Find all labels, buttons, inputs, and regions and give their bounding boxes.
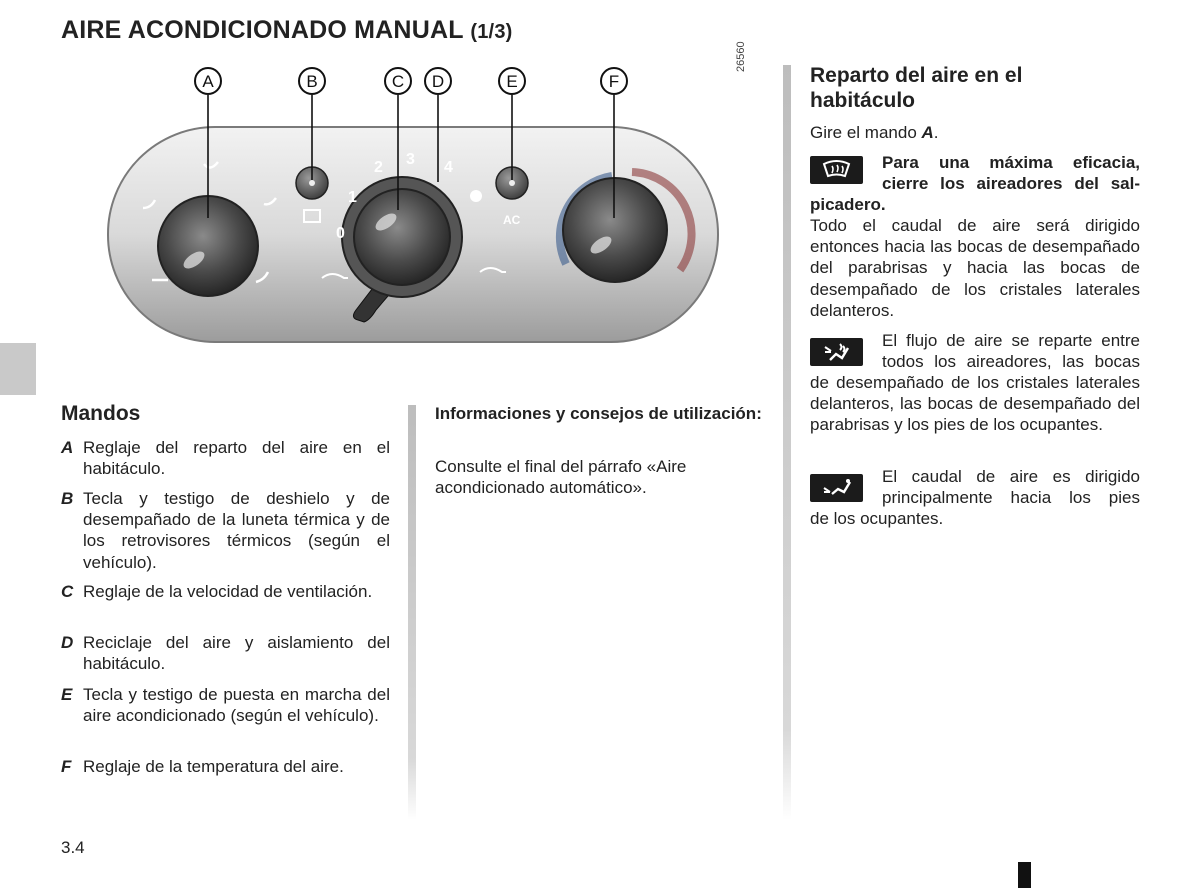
control-panel-diagram bbox=[60, 60, 760, 350]
section-divider bbox=[783, 65, 791, 820]
mode3-line2: principalmente hacia los pies bbox=[882, 488, 1140, 508]
title-suffix: (1/3) bbox=[470, 21, 513, 43]
mode2-text: de desempañado de los cristales laterales delanteros, las bocas de desempañado del parabrisas y los pies de los ocupantes. bbox=[810, 373, 1140, 435]
intro-key: A bbox=[921, 123, 934, 142]
control-key: F bbox=[61, 757, 72, 776]
svg-text:D: D bbox=[431, 72, 445, 91]
intro-suffix: . bbox=[933, 123, 939, 142]
mode3-first bbox=[882, 466, 1140, 508]
mode1-bold-line3: picadero. bbox=[810, 195, 886, 214]
distribution-heading bbox=[810, 63, 1140, 113]
svg-text:C: C bbox=[391, 72, 405, 91]
control-item-b bbox=[61, 488, 390, 573]
control-item-f bbox=[61, 756, 390, 777]
distribution-heading-line2: habitáculo bbox=[810, 89, 916, 112]
mode1-text: Todo el caudal de aire será dirigido entonces hacia las bocas de desempañado del parabrisas y hacia las bocas de desempañado de los cristales laterales delanteros. bbox=[810, 216, 1140, 320]
svg-text:F: F bbox=[608, 72, 620, 91]
control-key: C bbox=[61, 582, 74, 601]
mode1-bold-line2: cierre los aireadores del sal- bbox=[882, 174, 1140, 194]
svg-text:A: A bbox=[202, 72, 214, 91]
control-text: Tecla y testigo de puesta en marcha del aire acondicionado (según el vehículo). bbox=[83, 685, 390, 726]
fan-icon bbox=[470, 190, 482, 202]
mode1-bold-first bbox=[882, 152, 1140, 194]
page-title bbox=[61, 16, 513, 45]
callouts bbox=[195, 68, 627, 94]
info-heading: Informaciones y consejos de utilización: bbox=[435, 404, 762, 423]
mode1-bold-line1: Para una máxima eficacia, bbox=[882, 153, 1140, 172]
control-item-e bbox=[61, 684, 390, 726]
control-item-d bbox=[61, 632, 390, 674]
figure-number: 26560 bbox=[735, 41, 747, 72]
all-vents-icon bbox=[810, 338, 863, 366]
control-key: B bbox=[61, 489, 74, 508]
column-divider bbox=[408, 405, 416, 820]
svg-text:3: 3 bbox=[406, 151, 415, 168]
control-key: D bbox=[61, 633, 74, 652]
control-text: Reglaje del reparto del aire en el habitáculo. bbox=[83, 438, 390, 479]
control-text: Reglaje de la temperatura del aire. bbox=[83, 757, 344, 777]
svg-text:E: E bbox=[506, 72, 518, 91]
mode3-line1: El caudal de aire es dirigido bbox=[882, 467, 1140, 486]
feet-vent-icon bbox=[810, 474, 863, 502]
page-number: 3.4 bbox=[61, 838, 85, 857]
title-main: AIRE ACONDICIONADO MANUAL bbox=[61, 16, 464, 44]
distribution-intro bbox=[810, 122, 939, 143]
windscreen-defrost-icon bbox=[810, 156, 863, 184]
control-item-c bbox=[61, 581, 390, 602]
control-item-a bbox=[61, 437, 390, 479]
mode3-text: de los ocupantes. bbox=[810, 509, 944, 528]
knob-f bbox=[563, 178, 667, 282]
svg-text:B: B bbox=[306, 72, 318, 91]
svg-text:2: 2 bbox=[374, 159, 383, 176]
mode2-line1: El flujo de aire se reparte entre bbox=[882, 331, 1140, 350]
page-edge-marker bbox=[1018, 862, 1031, 888]
control-text: Tecla y testigo de deshielo y de desempañado de la luneta térmica y de los retrovisores térmicos (según el vehículo). bbox=[83, 489, 390, 572]
intro-prefix: Gire el mando bbox=[810, 123, 922, 142]
chapter-tab bbox=[0, 343, 36, 395]
svg-text:4: 4 bbox=[444, 159, 453, 176]
control-key: E bbox=[61, 685, 73, 704]
ac-marking: AC bbox=[503, 213, 521, 227]
info-text: Consulte el final del párrafo «Aire acondicionado automático». bbox=[435, 457, 687, 498]
mode2-first bbox=[882, 330, 1140, 372]
mode2-line2: todos los aireadores, las bocas bbox=[882, 352, 1140, 372]
control-text: Reciclaje del aire y aislamiento del habitáculo. bbox=[83, 633, 390, 674]
controls-heading: Mandos bbox=[61, 402, 141, 425]
control-key: A bbox=[61, 438, 74, 457]
distribution-heading-line1: Reparto del aire en el bbox=[810, 64, 1023, 87]
svg-text:1: 1 bbox=[348, 189, 357, 206]
svg-text:0: 0 bbox=[336, 225, 345, 242]
control-text: Reglaje de la velocidad de ventilación. bbox=[83, 582, 373, 602]
